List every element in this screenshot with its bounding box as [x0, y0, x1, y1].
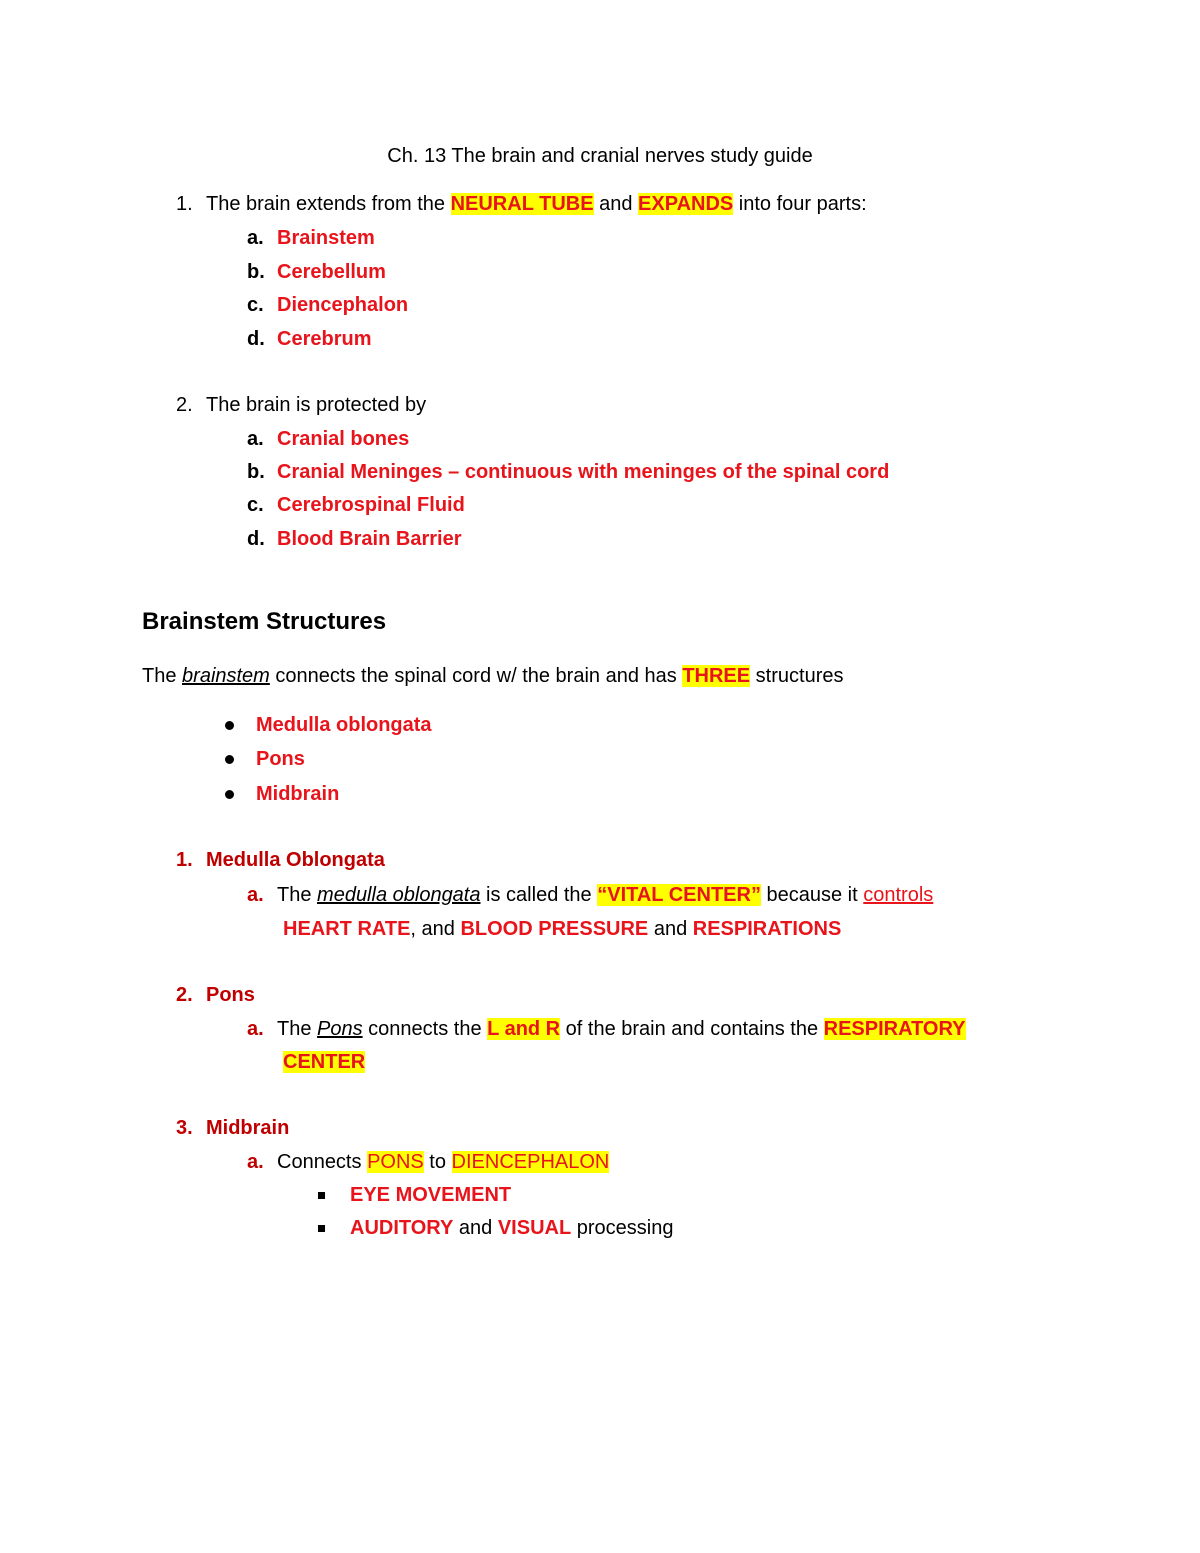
text: The: [277, 884, 318, 906]
text: processing: [571, 1217, 674, 1239]
list-number: 1.: [176, 849, 193, 871]
list-item: [247, 326, 371, 352]
subsection-heading: Medulla Oblongata: [206, 849, 385, 871]
text: Connects: [277, 1151, 368, 1173]
pons-line-1: [247, 1016, 966, 1042]
bullet-label: Medulla oblongata: [256, 714, 432, 736]
list-number: 3.: [176, 1117, 193, 1139]
subsection-heading: Pons: [206, 984, 255, 1006]
midbrain-sub-2: [318, 1215, 673, 1241]
list-letter: c.: [247, 294, 264, 316]
text: into four parts:: [733, 193, 867, 215]
list-item-label: Cerebrum: [277, 328, 372, 350]
highlight-three: THREE: [682, 665, 751, 687]
bullet-item: [225, 781, 339, 807]
subsection-heading: Midbrain: [206, 1117, 290, 1139]
text: The: [277, 1018, 318, 1040]
list-letter: c.: [247, 494, 264, 516]
keyword: RESPIRATIONS: [692, 918, 842, 940]
term-brainstem: brainstem: [182, 665, 270, 687]
keyword: AUDITORY: [350, 1217, 454, 1239]
pons-line-2: [283, 1049, 365, 1075]
highlight-pons: PONS: [367, 1151, 424, 1173]
list-item-label: Brainstem: [277, 227, 375, 249]
list-item-label: Cranial Meninges – continuous with meninges of the spinal cord: [277, 461, 890, 483]
list-item: [247, 426, 409, 452]
list-item: [247, 259, 386, 285]
medulla-line-2: [283, 916, 841, 942]
list-item-label: Cranial bones: [277, 428, 410, 450]
list-item-label: Cerebellum: [277, 261, 386, 283]
text: structures: [750, 665, 844, 687]
text: , and: [410, 918, 461, 940]
highlight-l-and-r: L and R: [487, 1018, 561, 1040]
list-letter: d.: [247, 528, 265, 550]
list-item-label: Diencephalon: [277, 294, 409, 316]
square-bullet-icon: [318, 1192, 325, 1199]
page-title: Ch. 13 The brain and cranial nerves study guide: [387, 145, 813, 167]
list-number: 2.: [176, 394, 193, 416]
term-pons: Pons: [317, 1018, 363, 1040]
bullet-label: Pons: [256, 748, 305, 770]
bullet-icon: [225, 721, 234, 730]
text: The: [142, 665, 183, 687]
text: and: [593, 193, 639, 215]
highlight-vital-center: “VITAL CENTER”: [597, 884, 761, 906]
highlight-neural-tube: NEURAL TUBE: [450, 193, 594, 215]
text: to: [423, 1151, 452, 1173]
list-letter: a.: [247, 884, 264, 906]
list-item-label: Cerebrospinal Fluid: [277, 494, 465, 516]
subsection-midbrain: [176, 1115, 289, 1141]
midbrain-line-1: [247, 1149, 609, 1175]
highlight-expands: EXPANDS: [638, 193, 734, 215]
list-letter: a.: [247, 227, 264, 249]
list-item: [247, 292, 408, 318]
term-medulla: medulla oblongata: [317, 884, 481, 906]
list-item: [247, 225, 375, 251]
subsection-medulla: [176, 847, 385, 873]
highlight-diencephalon: DIENCEPHALON: [451, 1151, 610, 1173]
bullet-item: [225, 746, 305, 772]
text: and: [648, 918, 693, 940]
keyword: HEART RATE: [283, 918, 411, 940]
question-2: [176, 392, 426, 418]
highlight-center: CENTER: [283, 1051, 366, 1073]
list-letter: a.: [247, 428, 264, 450]
text: The brain is protected by: [206, 394, 427, 416]
section-heading: Brainstem Structures: [142, 608, 387, 635]
list-letter: b.: [247, 261, 265, 283]
list-number: 1.: [176, 193, 193, 215]
bullet-icon: [225, 790, 234, 799]
question-1: [176, 191, 867, 217]
subsection-pons: [176, 982, 255, 1008]
midbrain-sub-1: [318, 1182, 511, 1208]
list-letter: b.: [247, 461, 265, 483]
section-intro: [142, 663, 843, 689]
text: is called the: [480, 884, 598, 906]
list-letter: a.: [247, 1151, 264, 1173]
keyword: VISUAL: [497, 1217, 572, 1239]
bullet-icon: [225, 755, 234, 764]
list-item: [247, 526, 461, 552]
bullet-label: Midbrain: [256, 783, 340, 805]
list-item: [247, 459, 889, 485]
list-item: [247, 492, 465, 518]
list-letter: d.: [247, 328, 265, 350]
text: and: [453, 1217, 498, 1239]
highlight-respiratory: RESPIRATORY: [823, 1018, 966, 1040]
underlined-controls: controls: [863, 884, 934, 906]
text: The brain extends from the: [206, 193, 451, 215]
list-letter: a.: [247, 1018, 264, 1040]
square-bullet-icon: [318, 1225, 325, 1232]
text: connects the: [362, 1018, 488, 1040]
keyword: EYE MOVEMENT: [350, 1184, 512, 1206]
list-number: 2.: [176, 984, 193, 1006]
text: connects the spinal cord w/ the brain and has: [269, 665, 683, 687]
list-item-label: Blood Brain Barrier: [277, 528, 462, 550]
bullet-item: [225, 712, 432, 738]
text: of the brain and contains the: [560, 1018, 824, 1040]
text: because it: [760, 884, 864, 906]
medulla-line-1: [247, 882, 933, 908]
keyword: BLOOD PRESSURE: [460, 918, 649, 940]
